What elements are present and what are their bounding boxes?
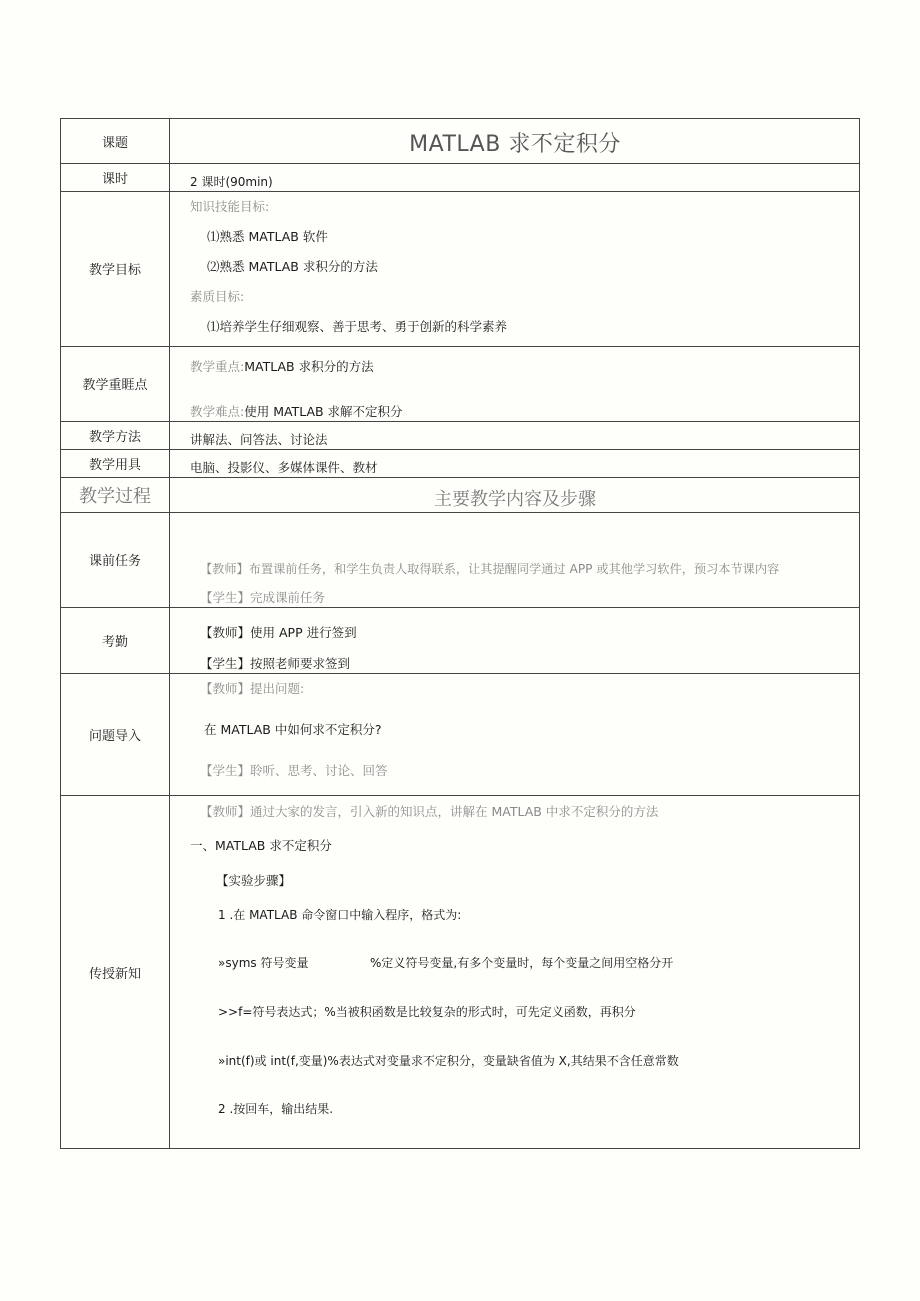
code-comment-1: %定义符号变量,有多个变量时，每个变量之间用空格分开 — [370, 956, 674, 970]
row-divider — [61, 346, 859, 347]
key-text: MATLAB 求积分的方法 — [244, 359, 374, 374]
knowledge-item: ⑵熟悉 MATLAB 求积分的方法 — [207, 259, 378, 274]
intro-teacher: 【教师】提出问题: — [200, 681, 305, 696]
teach-section: 一、MATLAB 求不定积分 — [190, 838, 332, 853]
method-label: 教学方法 — [88, 429, 141, 445]
goals-label: 教学目标 — [88, 263, 141, 278]
teach-teacher: 【教师】通过大家的发言，引入新的知识点，讲解在 MATLAB 中求不定积分的方法 — [200, 804, 659, 819]
code-line-3: »int(f)或 int(f,变量)%表达式对变量求不定积分，变量缺省值为 X,其结果不含任意常数 — [218, 1054, 679, 1068]
teach-step1: 1 .在 MATLAB 命令窗口中输入程序，格式为: — [218, 908, 462, 922]
pre-task-teacher: 【教师】布置课前任务，和学生负责人取得联系，让其提醒同学通过 APP 或其他学习软件，预习本节课内容 — [200, 562, 780, 576]
key-prefix: 教学重点: — [190, 359, 245, 374]
key-point — [190, 357, 374, 375]
hours-label: 课时 — [101, 171, 128, 187]
intro-student: 【学生】聆听、思考、讨论、回答 — [200, 763, 388, 778]
key-points-label: 教学重睚点 — [82, 378, 148, 393]
knowledge-heading: 知识技能目标: — [190, 199, 270, 214]
process-header-right: 主要教学内容及步骤 — [434, 489, 596, 510]
pre-task-label: 课前任务 — [88, 554, 141, 569]
diff-prefix: 教学难点: — [190, 404, 245, 419]
difficult-point — [190, 402, 403, 420]
teacher-tag: 【教师】 — [200, 625, 251, 640]
attendance-teacher — [200, 623, 357, 641]
attendance-teacher-text: 使用 APP 进行签到 — [250, 625, 357, 640]
page-title: MATLAB 求不定积分 — [409, 132, 621, 157]
row-divider — [61, 163, 859, 164]
teach-step2: 2 .按回车，输出结果. — [218, 1102, 334, 1116]
column-divider — [169, 119, 170, 1148]
row-divider — [61, 673, 859, 674]
attendance-student-text: 按照老师要求签到 — [250, 656, 351, 671]
row-divider — [61, 477, 859, 478]
quality-heading: 素质目标: — [190, 289, 245, 304]
code-line-2: >>f=符号表达式；%当被积函数是比较复杂的形式时，可先定义函数，再积分 — [218, 1005, 636, 1019]
diff-text: 使用 MATLAB 求解不定积分 — [244, 404, 403, 419]
tools-value: 电脑、投影仪、多媒体课件、教材 — [190, 460, 378, 475]
attendance-label: 考勤 — [101, 634, 128, 650]
row-divider — [61, 191, 859, 192]
teach-label: 传授新知 — [88, 967, 141, 982]
row-divider — [61, 512, 859, 513]
row-divider — [61, 421, 859, 422]
intro-label: 问题导入 — [88, 728, 141, 744]
teach-steps-heading: 【实验步骤】 — [216, 873, 292, 888]
hours-value: 2 课时(90min) — [190, 175, 273, 189]
quality-item: ⑴培养学生仔细观察、善于思考、勇于创新的科学素养 — [207, 319, 508, 334]
method-value: 讲解法、问答法、讨论法 — [190, 432, 328, 447]
attendance-student — [200, 654, 350, 672]
lesson-plan-table — [60, 118, 860, 1149]
code-line-1: »syms 符号变量 — [218, 956, 309, 970]
pre-task-student: 【学生】完成课前任务 — [200, 590, 326, 605]
topic-label: 课题 — [101, 135, 128, 151]
row-divider — [61, 449, 859, 450]
student-tag: 【学生】 — [200, 656, 251, 671]
process-header-left: 教学过程 — [79, 485, 151, 507]
intro-question: 在 MATLAB 中如何求不定积分? — [204, 722, 382, 737]
tools-label: 教学用具 — [88, 457, 141, 473]
row-divider — [61, 607, 859, 608]
row-divider — [61, 795, 859, 796]
knowledge-item: ⑴熟悉 MATLAB 软件 — [207, 229, 328, 244]
